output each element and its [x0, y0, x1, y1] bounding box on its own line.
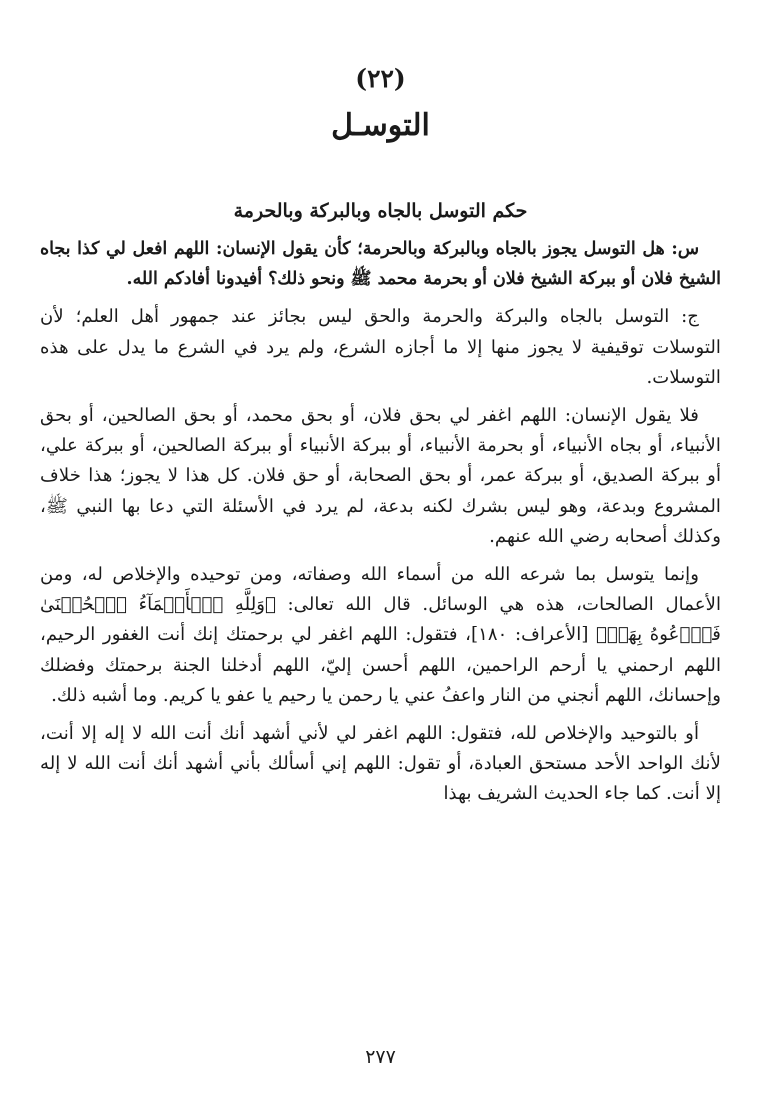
- page-number: ٢٧٧: [365, 1046, 396, 1068]
- chapter-title: التوسـل: [331, 108, 430, 143]
- body-paragraph: وإنما يتوسل بما شرعه الله من أسماء الله وصفاته، ومن توحيده والإخلاص له، ومن الأعمال الصالحات، هذه هي الوسائل. قال الله تعالى: ﴿وَلِلَّهِ ٱلۡأَسۡمَآءُ ٱلۡحُسۡنَىٰ فَٱدۡعُوهُ بِهَاۖ﴾ [الأعراف: ١٨٠]، فتقول: اللهم اغفر لي برحمتك إنك أنت الغفور الرحيم، اللهم ارحمني يا أرحم الراحمين، اللهم أحسن إليّ، اللهم أدخلنا الجنة برحمتك وفضلك وإحسانك، اللهم أنجني من النار واعفُ عني يا رحمن يا رحيم يا عفو يا كريم. وما أشبه ذلك.: [40, 564, 721, 706]
- chapter-number: (٢٢): [355, 64, 406, 93]
- body-paragraph: أو بالتوحيد والإخلاص لله، فتقول: اللهم اغفر لي لأني أشهد أنك أنت الله لا إله إلا أنت، لأنك الواحد الأحد مستحق العبادة، أو تقول: اللهم إني أسألك بأني أشهد أنك أنت الله لا إله إلا أنت. كما جاء الحديث الشريف بهذا: [40, 723, 721, 805]
- body-text: [40, 234, 721, 818]
- question-paragraph: س: هل التوسل يجوز بالجاه وبالبركة وبالحرمة؛ كأن يقول الإنسان: اللهم افعل لي كذا بجاه الشيخ فلان أو ببركة الشيخ فلان أو بحرمة محمد ﷺ ونحو ذلك؟ أفيدونا أفادكم الله.: [40, 239, 721, 290]
- answer-paragraph: ج: التوسل بالجاه والبركة والحرمة والحق ليس بجائز عند جمهور أهل العلم؛ لأن التوسلات توقيفية لا يجوز منها إلا ما أجازه الشرع، ولم يرد في الشرع ما يدل على هذه التوسلات.: [40, 306, 721, 388]
- body-paragraph: فلا يقول الإنسان: اللهم اغفر لي بحق فلان، أو بحق محمد، أو بحق الصالحين، أو بحق الأنبياء، أو بجاه الأنبياء، أو بحرمة الأنبياء، أو ببركة الأنبياء أو ببركة الصالحين، أو ببركة علي، أو ببركة الصديق، أو ببركة عمر، أو بحق الصحابة، أو حق فلان. كل هذا لا يجوز؛ هذا خلاف المشروع وبدعة، وهو ليس بشرك لكنه بدعة، لم يرد في الأسئلة التي دعا بها النبي ﷺ، وكذلك أصحابه رضي الله عنهم.: [40, 405, 721, 547]
- section-heading: حكم التوسل بالجاه وبالبركة وبالحرمة: [233, 200, 528, 222]
